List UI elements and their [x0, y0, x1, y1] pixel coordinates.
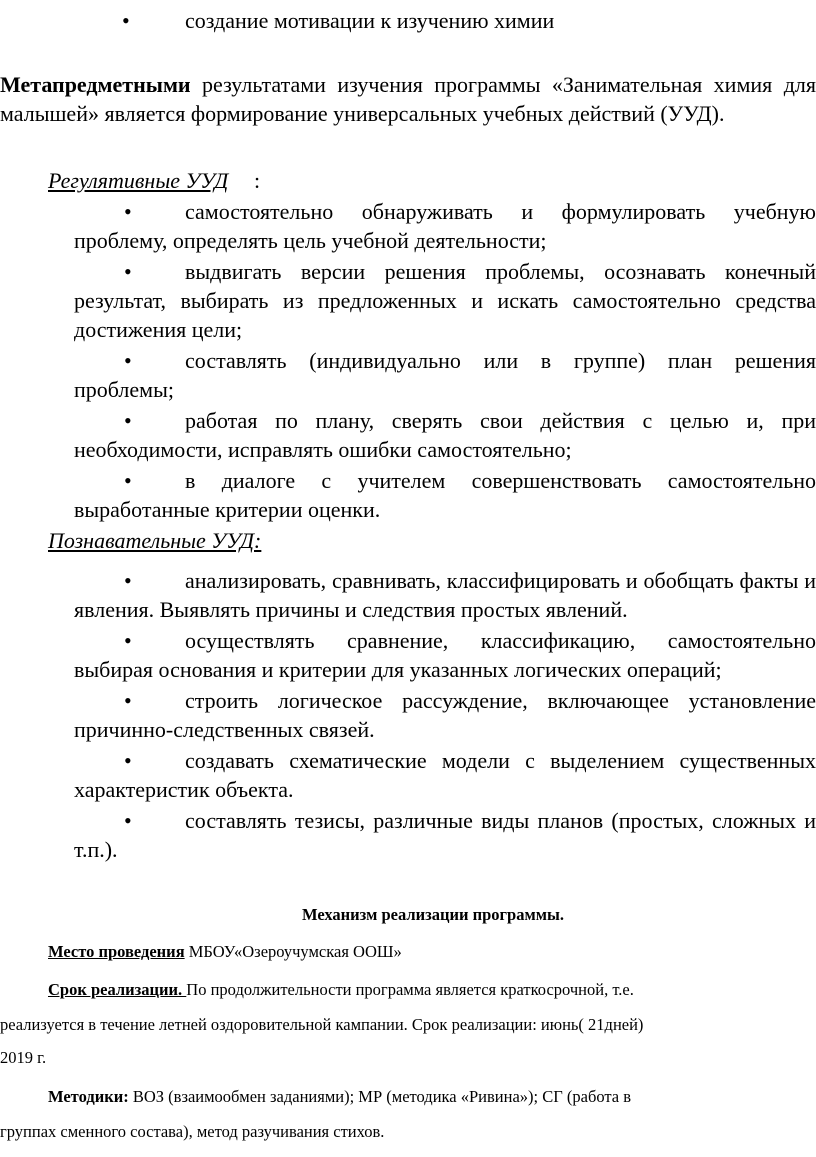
meta-rest: результатами изучения программы «Занимательная химия для малышей» является формирование универсальных учебных действий (УУД). [0, 72, 816, 126]
regulative-item: • составлять (индивидуально или в группе) план решения проблемы; [74, 348, 816, 402]
methods-line-2: группах сменного состава), метод разучивания стихов. [0, 1122, 385, 1141]
term-label: Срок реализации. [48, 980, 187, 999]
place-label: Место проведения [48, 942, 185, 961]
bullet-dot: • [124, 408, 132, 433]
cognitive-item: • анализировать, сравнивать, классифицировать и обобщать факты и явления. Выявлять причины и следствия простых явлений. [74, 568, 816, 622]
regulative-list [0, 197, 816, 524]
meta-results-paragraph [0, 70, 816, 128]
place-value: МБОУ«Озероучумская ООШ» [184, 942, 402, 961]
regulative-item: • выдвигать версии решения проблемы, осознавать конечный результат, выбирать из предложенных и искать самостоятельно средства достижения цели; [74, 259, 816, 342]
regulative-item: • в диалоге с учителем совершенствовать самостоятельно выработанные критерии оценки. [74, 468, 816, 522]
regulative-item: • работая по плану, сверять свои действия с целью и, при необходимости, исправлять ошибки самостоятельно; [74, 408, 816, 462]
cognitive-heading: Познавательные УУД: [48, 528, 262, 553]
regulative-item: • самостоятельно обнаруживать и формулировать учебную проблему, определять цель учебной деятельности; [74, 199, 816, 253]
methods-label: Методики: [48, 1087, 129, 1106]
bullet-dot: • [122, 8, 130, 33]
mechanism-title: Механизм реализации программы. [302, 905, 564, 924]
regulative-colon: : [254, 168, 261, 193]
term-text-1: По продолжительности программа является краткосрочной, т.е. [186, 980, 634, 999]
bullet-dot: • [124, 568, 132, 593]
bullet-dot: • [124, 748, 132, 773]
bullet-dot: • [124, 348, 132, 373]
bullet-dot: • [124, 628, 132, 653]
bullet-dot: • [124, 688, 132, 713]
cognitive-item: • составлять тезисы, различные виды планов (простых, сложных и т.п.). [74, 808, 816, 862]
methods-text-1: ВОЗ (взаимообмен заданиями); МР (методика «Ривина»); СГ (работа в [128, 1087, 632, 1106]
cognitive-item: • осуществлять сравнение, классификацию, самостоятельно выбирая основания и критерии для указанных логических операций; [74, 628, 816, 682]
term-line-2: реализуется в течение летней оздоровительной кампании. Срок реализации: июнь( 21дней) [0, 1015, 644, 1034]
place-line [48, 941, 808, 963]
cognitive-item: • строить логическое рассуждение, включающее установление причинно-следственных связей. [74, 688, 816, 742]
bullet-dot: • [124, 808, 132, 833]
term-line-3: 2019 г. [0, 1048, 47, 1067]
bullet-text: создание мотивации к изучению химии [185, 8, 555, 33]
cognitive-item: • создавать схематические модели с выделением существенных характеристик объекта. [74, 748, 816, 802]
bullet-dot: • [124, 468, 132, 493]
meta-lead-bold: Метапредметными [0, 72, 191, 97]
bullet-dot: • [124, 199, 132, 224]
regulative-heading: Регулятивные УУД [48, 168, 229, 193]
bullet-dot: • [124, 259, 132, 284]
methods-line-1 [48, 1086, 816, 1108]
term-line-1 [48, 979, 816, 1001]
cognitive-list [0, 566, 816, 864]
